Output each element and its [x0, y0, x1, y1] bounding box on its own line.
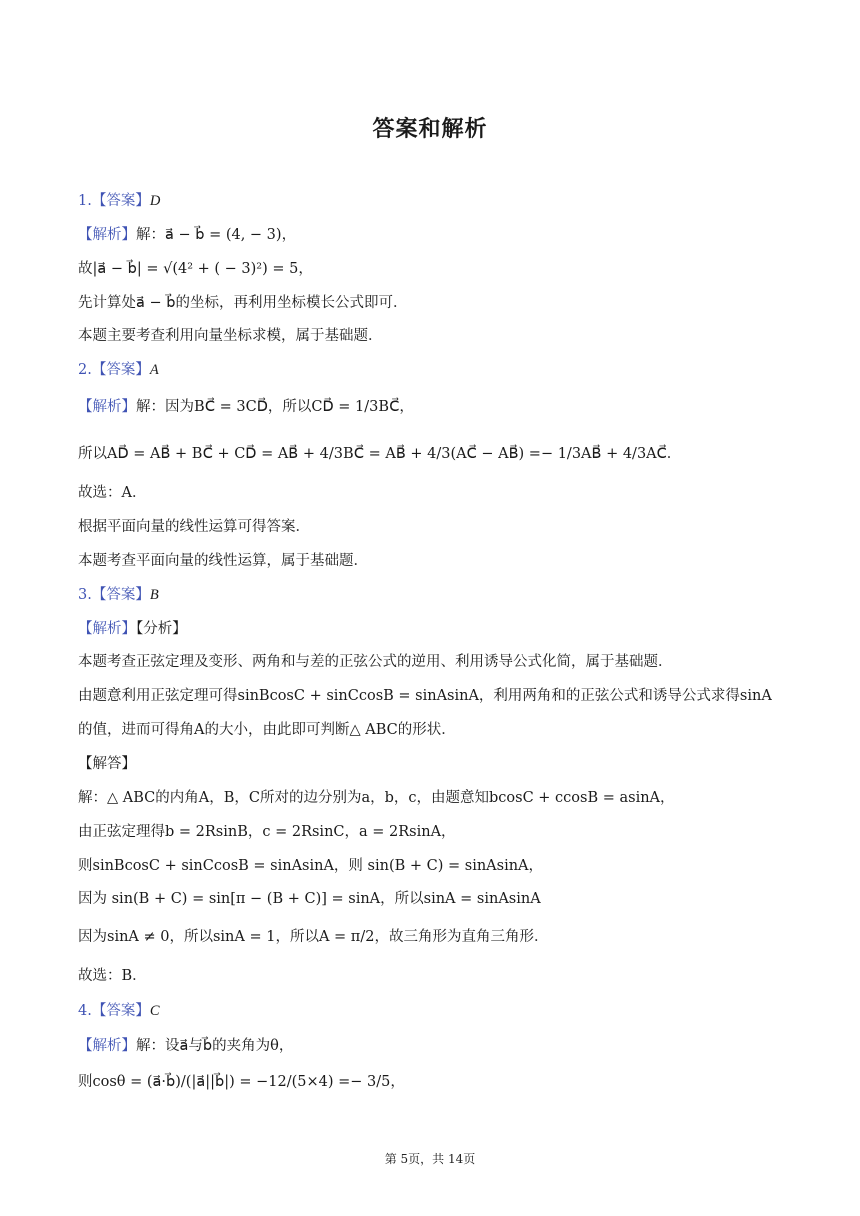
section-label: 【解析】 — [78, 621, 136, 637]
section-label: 4.【答案】 — [78, 1003, 150, 1019]
section-label: 2.【答案】 — [78, 362, 150, 378]
text-segment: 故|a⃗ − b⃗| = √(4² + ( − 3)²) = 5， — [78, 261, 313, 277]
text-line — [78, 483, 146, 503]
text-segment: 解：△ ABC的内角A，B，C所对的边分别为a，b，c，由题意知bcosC + ccosB = asinA， — [78, 790, 675, 806]
text-segment: 本题考查正弦定理及变形、两角和与差的正弦公式的逆用、利用诱导公式化简，属于基础题． — [78, 654, 673, 670]
text-line — [78, 1036, 293, 1056]
section-label: 【解析】 — [78, 227, 136, 243]
text-segment: 故选：A． — [78, 485, 147, 501]
text-line — [78, 585, 159, 605]
section-label: 1.【答案】 — [78, 193, 150, 209]
text-segment: 故选：B． — [78, 968, 147, 984]
text-line — [78, 686, 772, 706]
section-label: 【解析】 — [78, 1038, 136, 1054]
text-line — [78, 652, 673, 672]
text-segment: 由题意利用正弦定理可得sinBcosC + sinCcosB = sinAsinA，利用两角和的正弦公式和诱导公式求得sinA — [78, 688, 772, 704]
text-segment: 则cosθ = (a⃗·b⃗)/(|a⃗||b⃗|) = −12/(5×4) =− 3/5， — [78, 1074, 405, 1090]
text-line — [78, 444, 681, 464]
text-segment: 解：a⃗ − b⃗ = (4, − 3)， — [136, 227, 297, 243]
text-line — [78, 927, 548, 947]
text-segment: 【解答】 — [78, 756, 136, 772]
text-segment: 则sinBcosC + sinCcosB = sinAsinA，则 sin(B + C) = sinAsinA， — [78, 858, 544, 874]
text-line — [78, 1001, 160, 1021]
text-segment: 先计算处a⃗ − b⃗的坐标，再利用坐标模长公式即可． — [78, 295, 408, 311]
text-segment: 本题主要考查利用向量坐标求模，属于基础题． — [78, 328, 383, 344]
text-segment: 由正弦定理得b = 2RsinB，c = 2RsinC，a = 2RsinA， — [78, 824, 456, 840]
text-line — [78, 856, 543, 876]
text-line — [78, 191, 160, 211]
text-line — [78, 1072, 405, 1092]
text-line — [78, 619, 187, 639]
text-segment: 【分析】 — [136, 621, 187, 637]
text-line — [78, 326, 383, 346]
text-line — [78, 822, 456, 842]
text-segment: 的值，进而可得角A的大小，由此即可判断△ ABC的形状． — [78, 722, 456, 738]
text-line — [78, 788, 675, 808]
text-segment: 解：因为BC⃗ = 3CD⃗，所以CD⃗ = 1/3BC⃗， — [136, 399, 414, 415]
page-footer: 第 5页，共 14页 — [384, 1152, 476, 1166]
section-label: 3.【答案】 — [78, 587, 150, 603]
text-segment: 因为 sin(B + C) = sin[π − (B + C)] = sinA，所以sinA = sinAsinA — [78, 891, 541, 907]
text-segment: A — [149, 362, 159, 378]
text-line — [78, 259, 313, 279]
section-label: 【解析】 — [78, 399, 136, 415]
text-segment: D — [149, 193, 161, 209]
text-segment: 解：设a⃗与b⃗的夹角为θ， — [136, 1038, 294, 1054]
text-line — [78, 517, 310, 537]
text-segment: 本题考查平面向量的线性运算，属于基础题． — [78, 553, 368, 569]
text-line — [78, 720, 456, 740]
text-segment: 所以AD⃗ = AB⃗ + BC⃗ + CD⃗ = AB⃗ + 4/3BC⃗ = AB⃗ + 4/3(AC⃗ − AB⃗) =− 1/3AB⃗ + 4/3AC⃗． — [78, 446, 682, 462]
text-line — [78, 966, 147, 986]
text-segment: 因为sinA ≠ 0，所以sinA = 1，所以A = π/2，故三角形为直角三角形． — [78, 929, 549, 945]
text-line — [78, 889, 541, 909]
text-line — [78, 754, 136, 774]
text-line — [78, 293, 407, 313]
text-segment: B — [149, 587, 159, 603]
text-line — [78, 397, 414, 417]
text-segment: 根据平面向量的线性运算可得答案． — [78, 519, 310, 535]
page-title: 答案和解析 — [372, 117, 488, 142]
text-line — [78, 551, 368, 571]
text-line — [78, 360, 159, 380]
text-segment: C — [149, 1003, 160, 1019]
text-line — [78, 225, 296, 245]
